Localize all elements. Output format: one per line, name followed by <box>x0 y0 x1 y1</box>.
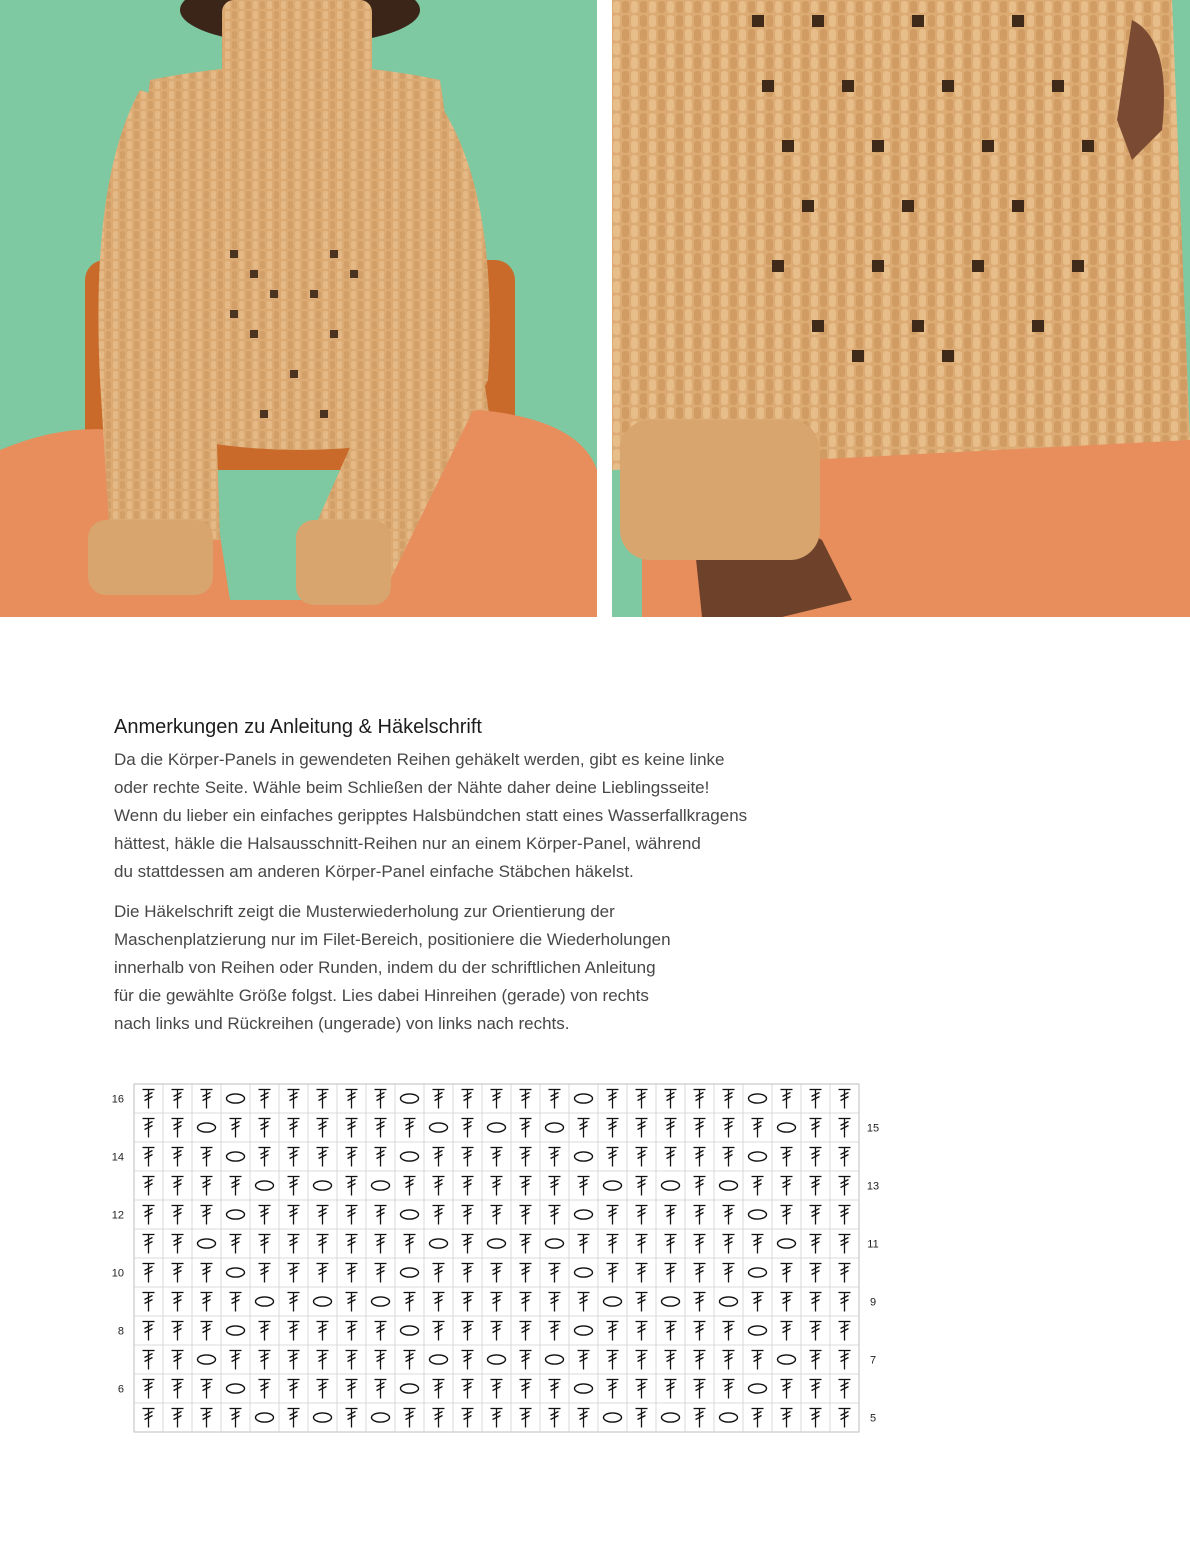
notes-paragraph-2 <box>114 898 874 1038</box>
photo-sweater-closeup <box>612 0 1190 617</box>
row-label: 15 <box>866 1122 880 1135</box>
paragraph-line: Da die Körper-Panels in gewendeten Reihen gehäkelt werden, gibt es keine linke <box>114 750 725 769</box>
row-label: 13 <box>866 1180 880 1193</box>
paragraph-line: Wenn du lieber ein einfaches geripptes Halsbündchen statt eines Wasserfallkragens <box>114 806 748 825</box>
row-label: 11 <box>867 1238 879 1251</box>
row-label: 10 <box>111 1267 124 1280</box>
notes-paragraph-1 <box>114 746 874 886</box>
paragraph-line: innerhalb von Reihen oder Runden, indem du der schriftlichen Anleitung <box>114 958 656 977</box>
row-label: 7 <box>869 1354 877 1367</box>
photo-model-seated <box>0 0 597 617</box>
notes-heading: Anmerkungen zu Anleitung & Häkelschrift <box>114 716 482 738</box>
paragraph-line: du stattdessen am anderen Körper-Panel einfache Stäbchen häkelst. <box>114 862 634 881</box>
paragraph-line: Die Häkelschrift zeigt die Musterwiederholung zur Orientierung der <box>114 902 615 921</box>
row-label: 6 <box>117 1383 124 1396</box>
row-label: 14 <box>111 1151 124 1164</box>
notes-section <box>114 713 874 1050</box>
row-label: 5 <box>869 1412 877 1425</box>
paragraph-line: nach links und Rückreihen (ungerade) von links nach rechts. <box>114 1014 570 1033</box>
paragraph-line: Maschenplatzierung nur im Filet-Bereich, positioniere die Wiederholungen <box>114 930 671 949</box>
paragraph-line: für die gewählte Größe folgst. Lies dabei Hinreihen (gerade) von rechts <box>114 986 649 1005</box>
row-label: 12 <box>111 1209 124 1222</box>
row-label: 8 <box>117 1325 124 1338</box>
crochet-chart <box>104 1084 904 1444</box>
row-label: 9 <box>869 1296 877 1309</box>
row-label: 16 <box>111 1093 124 1106</box>
paragraph-line: hättest, häkle die Halsausschnitt-Reihen nur an einem Körper-Panel, während <box>114 834 701 853</box>
paragraph-line: oder rechte Seite. Wähle beim Schließen der Nähte daher deine Lieblingsseite! <box>114 778 710 797</box>
